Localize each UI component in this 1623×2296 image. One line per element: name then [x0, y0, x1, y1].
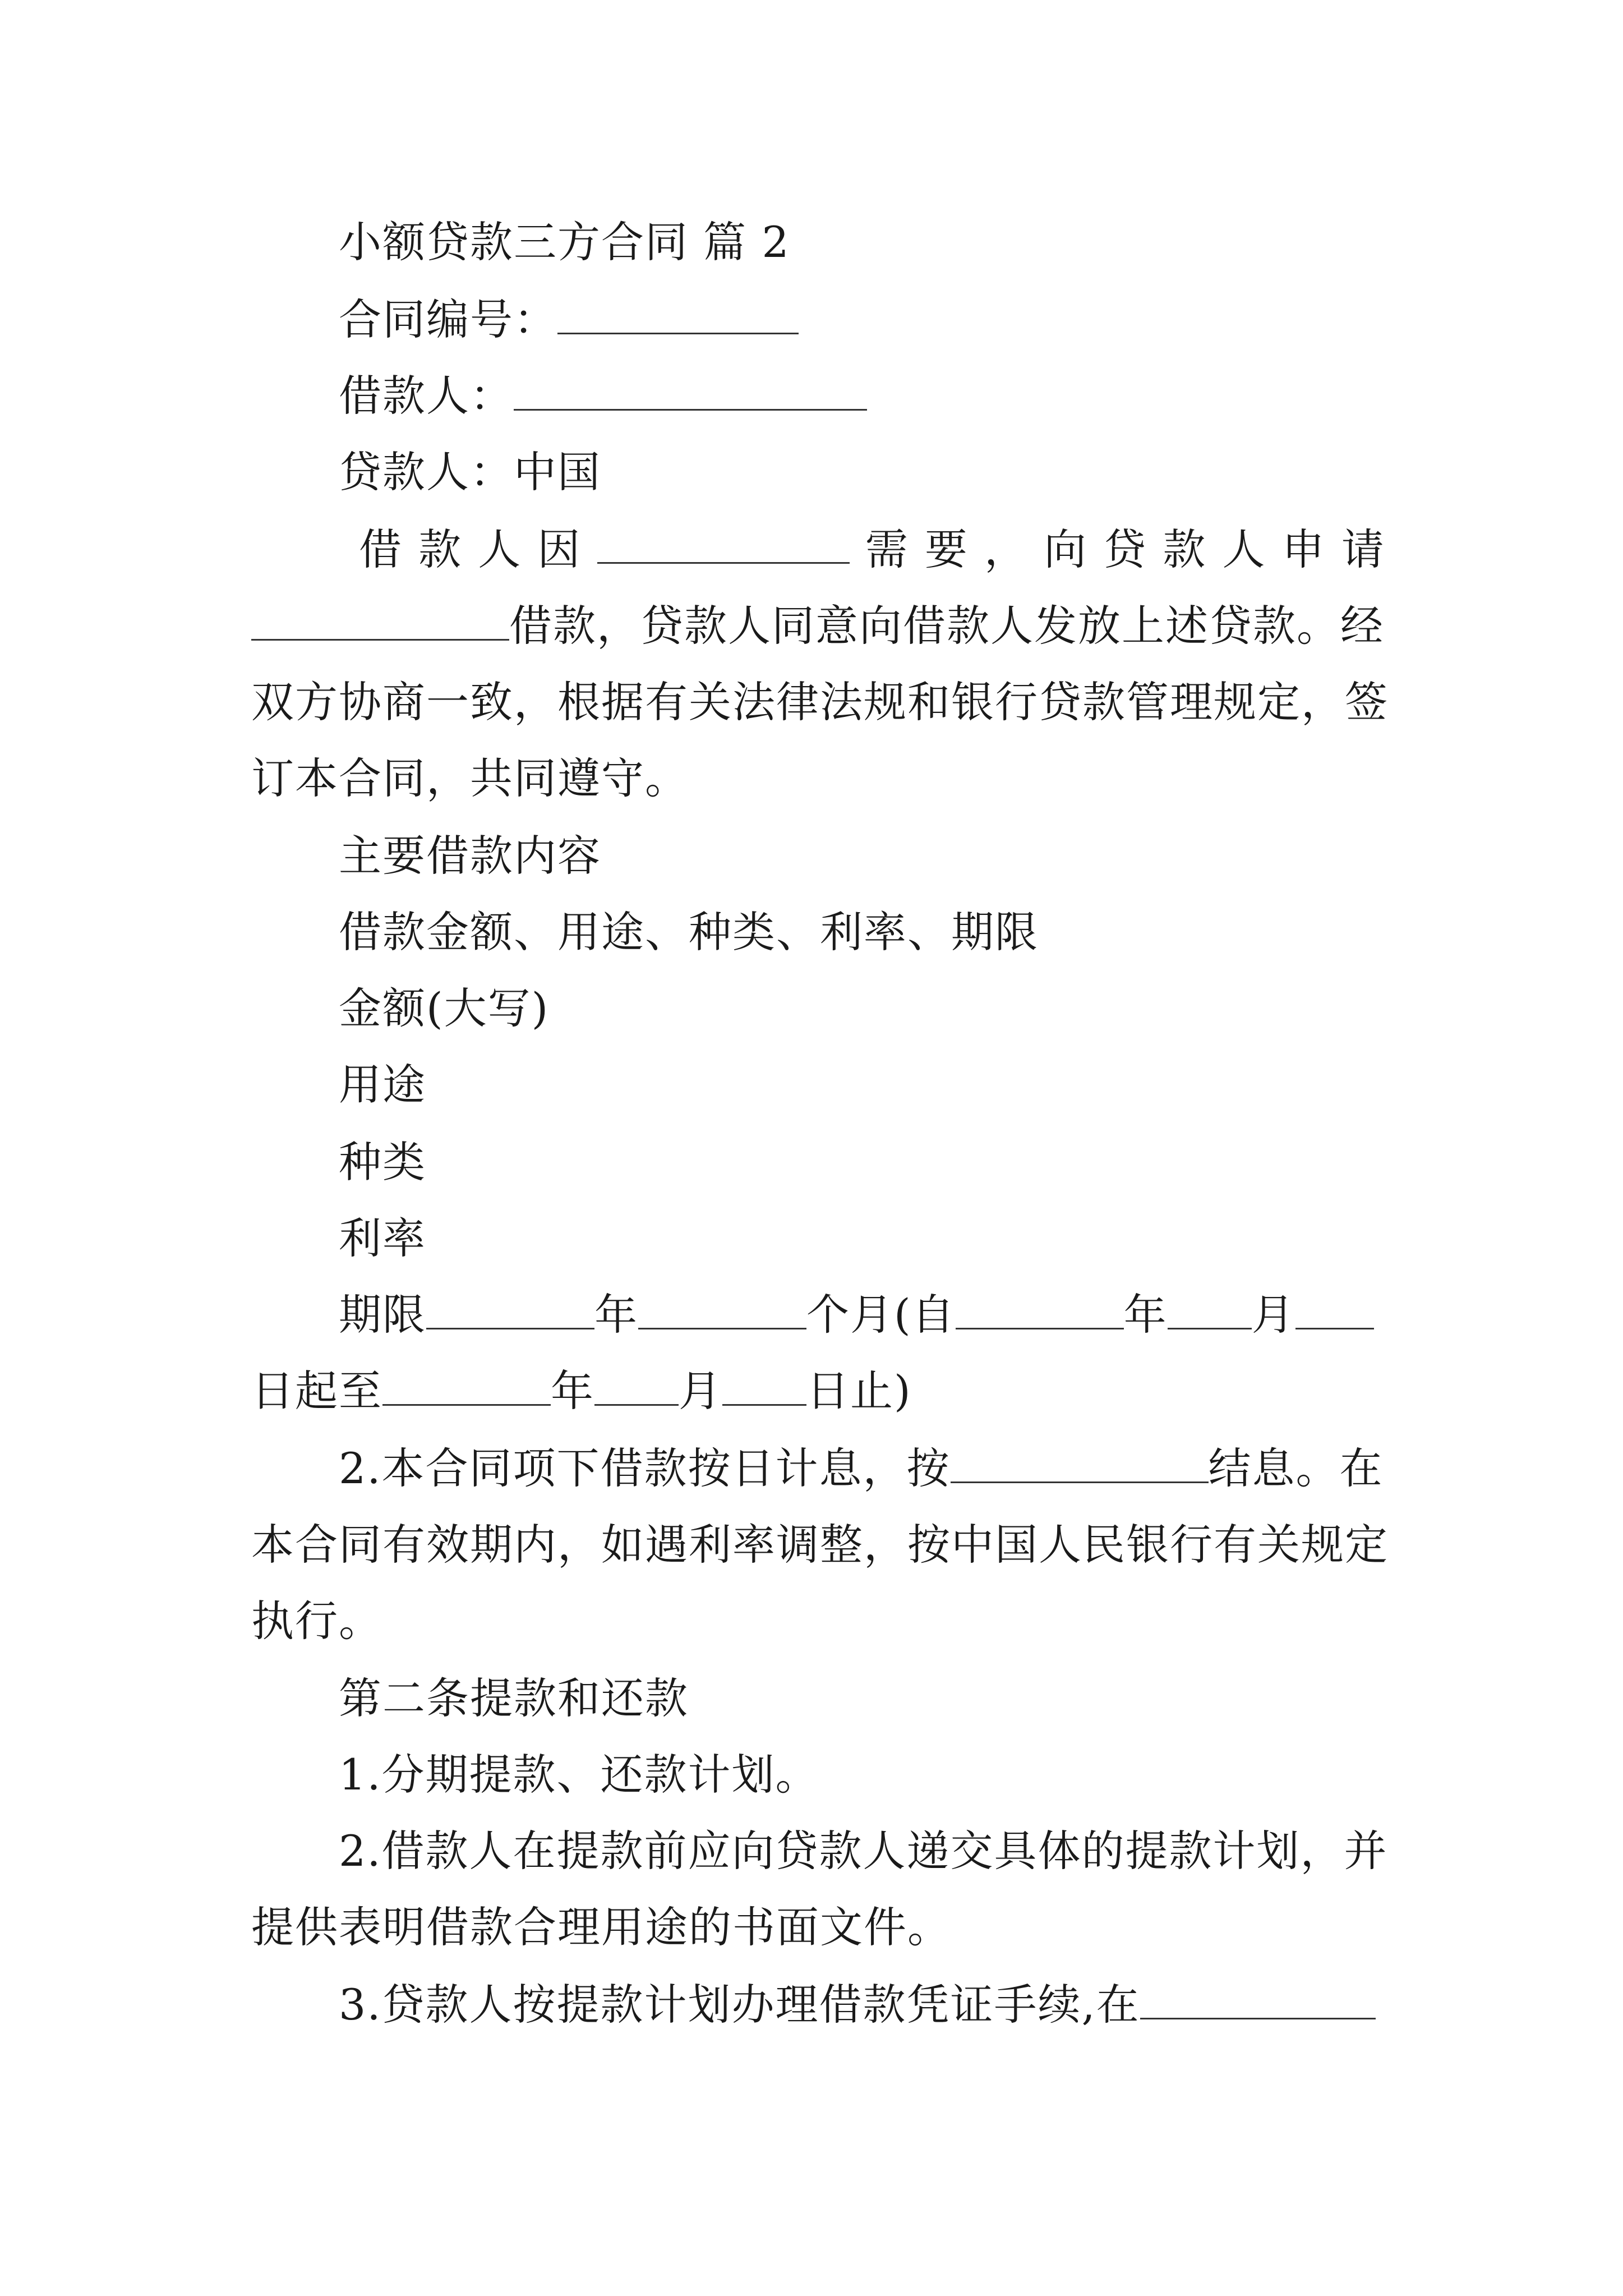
- type-label: 种类: [339, 1137, 426, 1187]
- end-day-blank: [722, 1370, 806, 1406]
- item3-blank: [1140, 1984, 1376, 2019]
- borrower-line: 借款人：: [339, 375, 1483, 417]
- document-title: 小额贷款三方合同 篇 2: [339, 217, 790, 267]
- item-2-line-2: 提供表明借款合理用途的书面文件。: [251, 1902, 951, 1952]
- intro-line-4: 订本合同，共同遵守。: [251, 753, 689, 803]
- contract-number-blank: [557, 299, 799, 334]
- loan-items-header: 借款金额、用途、种类、利率、期限: [339, 907, 1039, 957]
- settlement-blank: [951, 1448, 1209, 1483]
- item-1: 1.分期提款、还款计划。: [339, 1750, 819, 1800]
- borrower-blank: [514, 375, 867, 411]
- section-main-heading: 主要借款内容: [339, 831, 601, 881]
- need-blank: [597, 528, 850, 564]
- start-day-blank: [1295, 1294, 1374, 1329]
- clause2-line-2: 本合同有效期内，如遇利率调整，按中国人民银行有关规定: [251, 1520, 1389, 1570]
- purpose-label: 用途: [339, 1060, 426, 1110]
- item-3: 3.贷款人按提款计划办理借款凭证手续,在: [339, 1984, 1483, 2026]
- rate-label: 利率: [339, 1213, 426, 1263]
- term-months-blank: [638, 1294, 806, 1329]
- clause2-line-3: 执行。: [251, 1596, 382, 1646]
- term-line-2: 日起至 年 月 日止): [251, 1366, 912, 1416]
- end-year-blank: [382, 1370, 551, 1406]
- term-line-1: 期限 年 个月(自 年 月: [339, 1294, 1483, 1336]
- lender-line: 贷款人：中国: [339, 447, 601, 497]
- end-month-blank: [594, 1370, 679, 1406]
- term-years-blank: [426, 1294, 594, 1329]
- clause2-line-1: 2.本合同项下借款按日计息，按 结息。在: [339, 1443, 1384, 1493]
- contract-number-line: 合同编号：: [339, 298, 1483, 341]
- article2-title: 第二条提款和还款: [339, 1673, 689, 1723]
- start-year-blank: [956, 1294, 1124, 1329]
- start-month-blank: [1168, 1294, 1252, 1329]
- intro-line-2: 借款，贷款人同意向借款人发放上述贷款。经: [251, 605, 1395, 647]
- intro-line-3: 双方协商一致，根据有关法律法规和银行贷款管理规定，签: [251, 677, 1389, 727]
- amount-label: 金额(大写): [339, 983, 550, 1033]
- amount-blank: [251, 605, 509, 641]
- item-2-line-1: 2.借款人在提款前应向贷款人递交具体的提款计划，并: [339, 1826, 1388, 1876]
- intro-line-1: 借 款 人 因 需 要 ， 向 贷 款 人 申 请: [359, 524, 1385, 574]
